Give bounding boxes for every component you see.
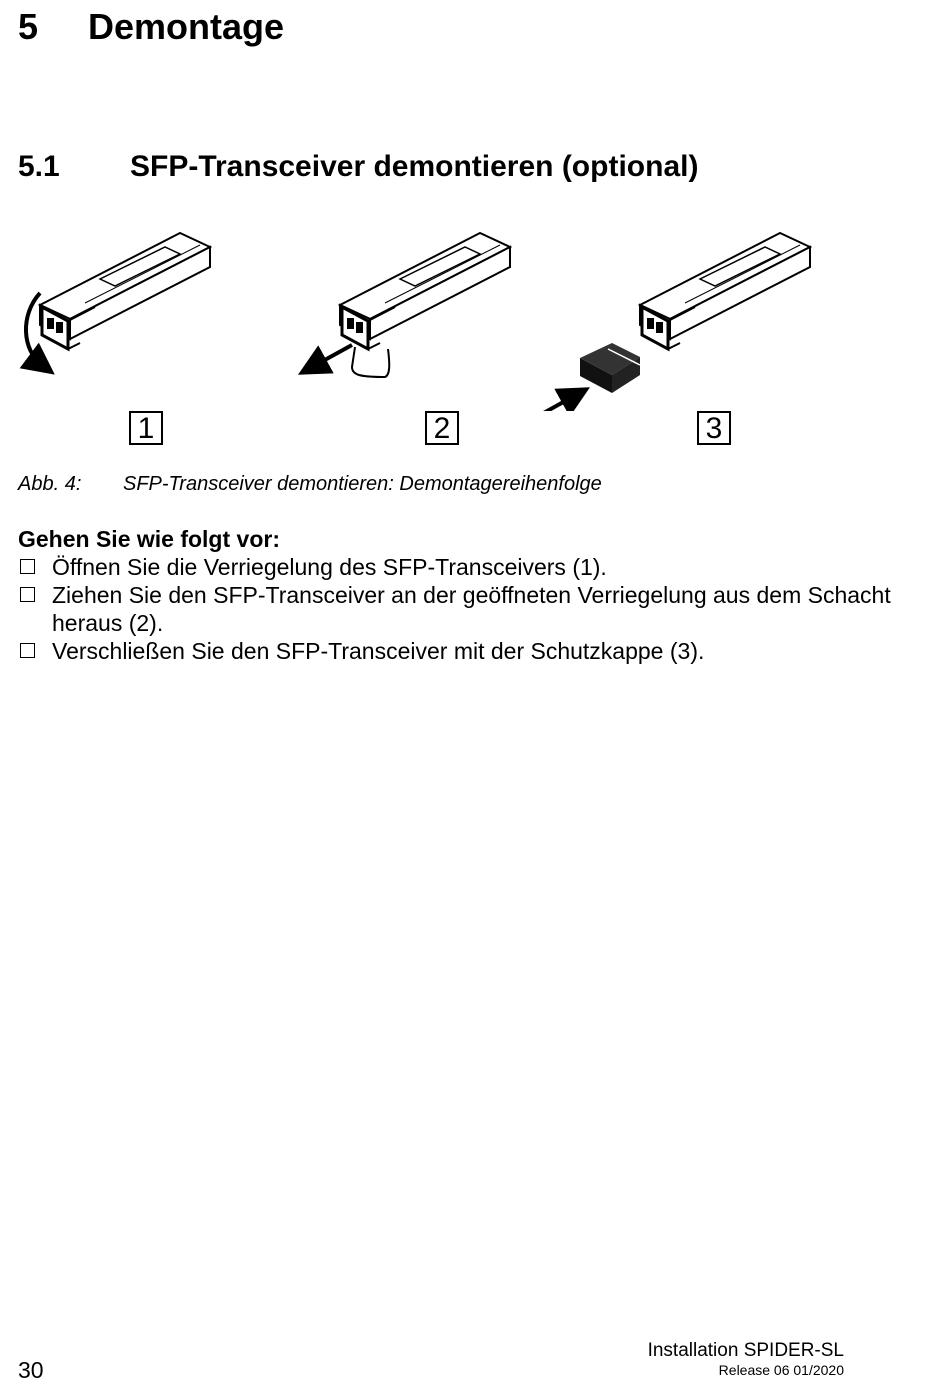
caption-text: SFP-Transceiver demontieren: Demontagereihenfolge (123, 473, 602, 495)
list-item (18, 581, 918, 637)
section-heading (18, 150, 698, 184)
footer-title: Installation SPIDER-SL (647, 1340, 844, 1361)
step-text: Öffnen Sie die Verriegelung des SFP-Transceivers (1). (52, 554, 607, 580)
figure-sfp-removal (0, 225, 950, 455)
protective-cap-icon (580, 343, 640, 393)
latch-handle (352, 347, 389, 377)
sfp-transceiver-icon (340, 233, 510, 349)
sfp-transceiver-icon (40, 233, 210, 349)
figure-caption (18, 473, 602, 496)
figure-drawing (0, 225, 950, 411)
checkbox-icon (20, 587, 35, 602)
insert-arrow-icon (540, 395, 576, 411)
chapter-heading (18, 6, 284, 48)
section-number: 5.1 (18, 150, 60, 183)
step-text: Verschließen Sie den SFP-Transceiver mit der Schutzkappe (3). (52, 638, 705, 664)
instruction-list (18, 553, 918, 665)
list-item (18, 553, 918, 581)
checkbox-icon (20, 559, 35, 574)
step-text: Ziehen Sie den SFP-Transceiver an der geöffneten Verriegelung aus dem Schacht heraus (2). (52, 582, 891, 636)
chapter-title: Demontage (88, 6, 285, 47)
step-label-3: 3 (697, 411, 731, 445)
chapter-number: 5 (18, 6, 39, 47)
section-title: SFP-Transceiver demontieren (optional) (130, 150, 699, 183)
instructions-intro: Gehen Sie wie folgt vor: (18, 526, 280, 552)
step-label-2: 2 (425, 411, 459, 445)
step-label-1: 1 (129, 411, 163, 445)
checkbox-icon (20, 643, 35, 658)
pull-arrow-icon (312, 345, 352, 367)
caption-label: Abb. 4: (18, 473, 82, 495)
list-item (18, 637, 918, 665)
sfp-transceiver-icon (640, 233, 810, 349)
footer-release: Release 06 01/2020 (718, 1362, 844, 1378)
page-number: 30 (18, 1357, 44, 1383)
